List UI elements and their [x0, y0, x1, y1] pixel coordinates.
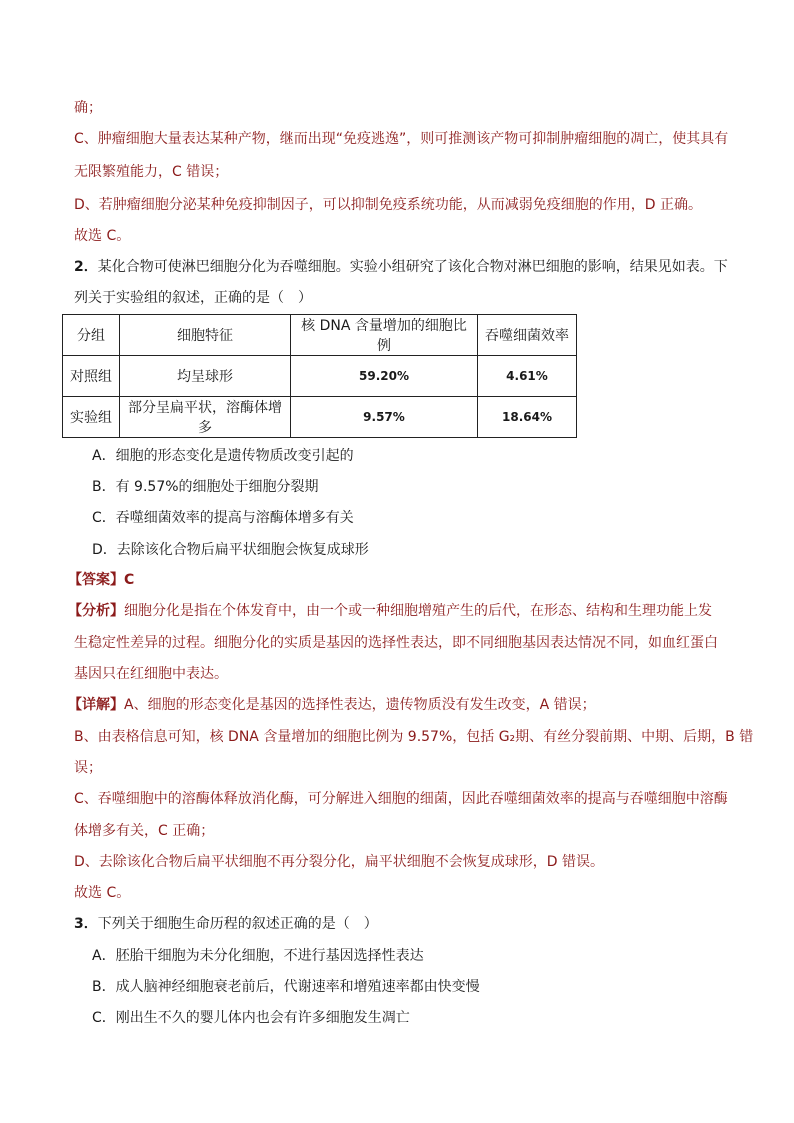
- table-cell: 18.64%: [478, 397, 577, 438]
- table-header-cell: 分组: [63, 315, 120, 356]
- question-2-stem-line2: 列关于实验组的叙述，正确的是（ ）: [74, 290, 312, 306]
- prev-conclusion: 故选 C。: [74, 228, 131, 244]
- option-a: A．细胞的形态变化是遗传物质改变引起的: [92, 448, 354, 464]
- table-cell: 对照组: [63, 356, 120, 397]
- analysis-line1: 【分析】细胞分化是指在个体发育中，由一个或一种细胞增殖产生的后代，在形态、结构和生理功能上发: [68, 603, 712, 619]
- table-header-cell: 核 DNA 含量增加的细胞比例: [291, 315, 478, 356]
- detail-c-line2: 体增多有关，C 正确；: [74, 823, 215, 839]
- detail-d: D、去除该化合物后扁平状细胞不再分裂分化，扁平状细胞不会恢复成球形，D 错误。: [74, 854, 605, 870]
- detail-line1: 【详解】A、细胞的形态变化是基因的选择性表达，遗传物质没有发生改变，A 错误；: [68, 697, 596, 713]
- question-3-stem: 3．下列关于细胞生命历程的叙述正确的是（ ）: [74, 916, 378, 932]
- detail-b-line2: 误；: [74, 760, 102, 776]
- table-header-cell: 吞噬细菌效率: [478, 315, 577, 356]
- q3-option-b: B．成人脑神经细胞衰老前后，代谢速率和增殖速率都由快变慢: [92, 979, 480, 995]
- table-header-cell: 细胞特征: [120, 315, 291, 356]
- option-d: D．去除该化合物后扁平状细胞会恢复成球形: [92, 542, 369, 558]
- table-cell: 部分呈扁平状，溶酶体增多: [120, 397, 291, 438]
- table-cell: 4.61%: [478, 356, 577, 397]
- analysis-line3: 基因只在红细胞中表达。: [74, 666, 228, 682]
- q3-option-c: C．刚出生不久的婴儿体内也会有许多细胞发生凋亡: [92, 1010, 410, 1026]
- table-cell: 9.57%: [291, 397, 478, 438]
- table-row: [63, 397, 577, 438]
- prev-answer-c-line2: 无限繁殖能力，C 错误；: [74, 164, 229, 180]
- table-header-row: [63, 315, 577, 356]
- prev-answer-c-line1: C、肿瘤细胞大量表达某种产物，继而出现“免疫逃逸”，则可推测该产物可抑制肿瘤细胞的凋亡，使其具有: [74, 131, 729, 147]
- answer-line: 【答案】C: [68, 572, 135, 588]
- option-c: C．吞噬细菌效率的提高与溶酶体增多有关: [92, 510, 354, 526]
- table-cell: 59.20%: [291, 356, 478, 397]
- experiment-table: [62, 314, 577, 438]
- q3-option-a: A．胚胎干细胞为未分化细胞，不进行基因选择性表达: [92, 948, 424, 964]
- q2-conclusion: 故选 C。: [74, 885, 131, 901]
- prev-answer-d: D、若肿瘤细胞分泌某种免疫抑制因子，可以抑制免疫系统功能，从而减弱免疫细胞的作用，D 正确。: [74, 197, 703, 213]
- table-cell: 均呈球形: [120, 356, 291, 397]
- table-row: [63, 356, 577, 397]
- table-cell: 实验组: [63, 397, 120, 438]
- detail-c-line1: C、吞噬细胞中的溶酶体释放消化酶，可分解进入细胞的细菌，因此吞噬细菌效率的提高与吞噬细胞中溶酶: [74, 791, 728, 807]
- analysis-line2: 生稳定性差异的过程。细胞分化的实质是基因的选择性表达，即不同细胞基因表达情况不同，如血红蛋白: [74, 635, 718, 651]
- question-2-stem-line1: 2．某化合物可使淋巴细胞分化为吞噬细胞。实验小组研究了该化合物对淋巴细胞的影响，结果见如表。下: [74, 259, 728, 275]
- detail-b-line1: B、由表格信息可知，核 DNA 含量增加的细胞比例为 9.57%，包括 G₂期、有丝分裂前期、中期、后期，B 错: [74, 729, 754, 745]
- option-b: B．有 9.57%的细胞处于细胞分裂期: [92, 479, 319, 495]
- prev-answer-b-tail: 确；: [74, 100, 102, 116]
